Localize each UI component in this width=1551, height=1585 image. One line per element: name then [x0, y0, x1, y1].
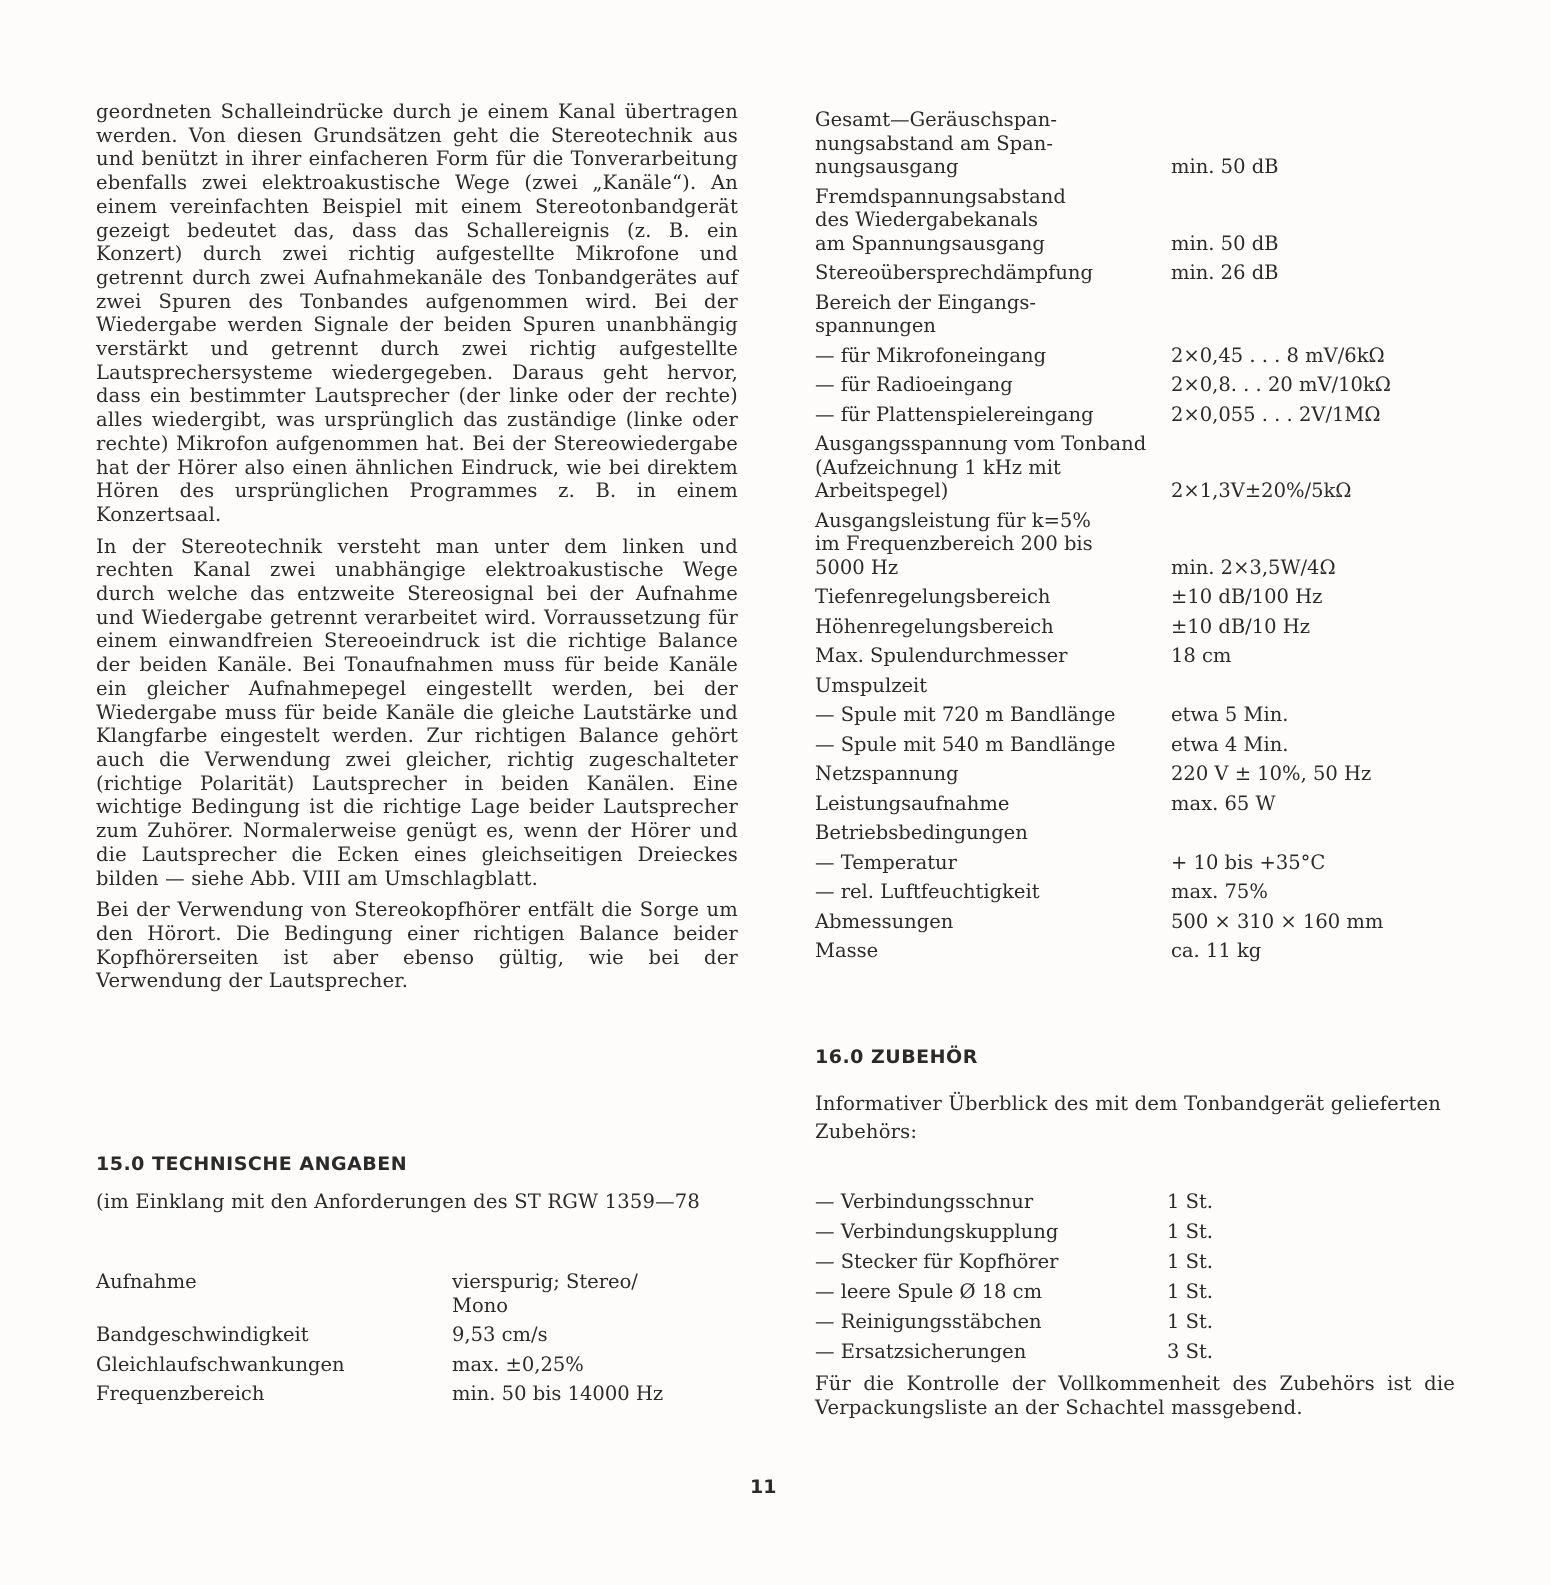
- accessory-label: — Ersatzsicherungen: [815, 1339, 1027, 1363]
- spec-label: Höhenregelungsbereich: [815, 614, 1054, 638]
- spec-value: min. 50 bis 14000 Hz: [452, 1382, 664, 1405]
- spec-label: Gleichlaufschwankungen: [96, 1352, 345, 1376]
- spec-value: etwa 4 Min.: [1171, 732, 1289, 756]
- spec-row: [815, 697, 1455, 727]
- accessory-label: — leere Spule Ø 18 cm: [815, 1279, 1043, 1303]
- spec-row: [96, 1347, 696, 1377]
- spec-label: Netzspannung: [815, 762, 959, 785]
- spec-value: [1171, 815, 1455, 845]
- technical-data-intro: (im Einklang mit den Anforderungen des ST RGW 1359—78: [96, 1190, 701, 1213]
- spec-row: [815, 609, 1455, 639]
- spec-value: min. 2×3,5W/4Ω: [1171, 555, 1336, 579]
- spec-label: — für Radioeingang: [815, 373, 1013, 396]
- spec-value: 9,53 cm/s: [452, 1323, 548, 1346]
- spec-label: Umspulzeit: [815, 673, 928, 697]
- spec-label: Max. Spulendurchmesser: [815, 644, 1068, 667]
- spec-row: [815, 727, 1455, 757]
- spec-value: ca. 11 kg: [1171, 939, 1262, 962]
- spec-row: [815, 845, 1455, 875]
- spec-label: Betriebsbedingungen: [815, 821, 1028, 844]
- spec-value: max. 75%: [1171, 880, 1268, 903]
- accessory-label: — Verbindungskupplung: [815, 1219, 1059, 1243]
- spec-row: [96, 1317, 696, 1347]
- spec-value: 18 cm: [1171, 644, 1232, 667]
- spec-label: — für Mikrofoneingang: [815, 343, 1047, 367]
- spec-row: [815, 933, 1455, 963]
- spec-row: [815, 426, 1455, 503]
- list-item: [815, 1186, 1213, 1216]
- spec-row: [815, 255, 1455, 285]
- spec-row: [815, 285, 1455, 338]
- list-item: [815, 1306, 1213, 1336]
- spec-label: Masse: [815, 939, 879, 962]
- spec-value: + 10 bis +35°C: [1171, 850, 1326, 874]
- spec-label: Frequenzbereich: [96, 1382, 265, 1405]
- spec-value: 500 × 310 × 160 mm: [1171, 909, 1384, 933]
- body-paragraph: In der Stereotechnik versteht man unter dem linken und rechten Kanal zwei unabhängige elektroakustische Wege durch welche das entzweite Stereosignal bei der Aufnahme und Wiedergabe getrennt verarbeitet wird. Vorraussetzung für einem einwandfreien Stereoeindruck ist die richtige Balance der beiden Kanäle. Bei Tonaufnahmen muss für beide Kanäle ein gleicher Aufnahmepegel eingestellt werden, bei der Wiedergabe muss für beide Kanäle die gleiche Lautstärke und Klangfarbe eingestelt werden. Zur richtigen Balance gehört auch die Verwendung zwei gleicher, richtig zugeschalteter (richtige Polarität) Lautsprecher in beiden Kanälen. Eine wichtige Bedingung ist die richtige Lage beider Lautsprecher zum Zuhörer. Normalerweise genügt es, wenn der Hörer und die Lautsprecher die Ecken eines gleichseitigen Dreieckes bilden — siehe Abb. VIII am Umschlagblatt.: [96, 534, 738, 890]
- spec-row: [815, 579, 1455, 609]
- spec-label: Leistungsaufnahme: [815, 791, 1010, 815]
- accessories-closing-note: Für die Kontrolle der Vollkommenheit des Zubehörs ist die Verpackungsliste an der Schachtel massgebend.: [815, 1372, 1455, 1419]
- accessory-qty: 1 St.: [1167, 1189, 1213, 1213]
- spec-value: etwa 5 Min.: [1171, 703, 1289, 726]
- accessories-list: [815, 1186, 1213, 1366]
- spec-value: ±10 dB/100 Hz: [1171, 585, 1323, 608]
- spec-row: [815, 668, 1455, 698]
- spec-row: [815, 815, 1455, 845]
- spec-label: Stereoübersprechdämpfung: [815, 261, 1093, 284]
- left-column: [96, 100, 738, 1001]
- spec-row: [815, 503, 1455, 580]
- section-heading-accessories: 16.0 ZUBEHÖR: [815, 1046, 978, 1068]
- accessory-label: — Reinigungsstäbchen: [815, 1309, 1042, 1333]
- spec-label: — Spule mit 720 m Bandlänge: [815, 703, 1116, 726]
- spec-label: Aufnahme: [96, 1270, 197, 1293]
- spec-label: — für Plattenspielereingang: [815, 402, 1094, 426]
- list-item: [815, 1336, 1213, 1366]
- spec-row: [815, 397, 1455, 427]
- accessory-qty: 1 St.: [1167, 1279, 1213, 1303]
- spec-row: [815, 786, 1455, 816]
- spec-value: max. ±0,25%: [452, 1352, 584, 1376]
- spec-value: 2×0,45 . . . 8 mV/6kΩ: [1171, 343, 1385, 367]
- technical-specs-table-left: [96, 1270, 696, 1406]
- spec-label: Gesamt—Geräuschspan- nungsabstand am Span- nungsausgang: [815, 108, 1057, 178]
- spec-row: [815, 638, 1455, 668]
- spec-value: ±10 dB/10 Hz: [1171, 614, 1311, 638]
- spec-row: [815, 756, 1455, 786]
- spec-label: Fremdspannungsabstand des Wiedergabekanals am Spannungsausgang: [815, 184, 1066, 255]
- spec-label: Ausgangsspannung vom Tonband (Aufzeichnung 1 kHz mit Arbeitspegel): [815, 432, 1147, 502]
- accessory-label: — Stecker für Kopfhörer: [815, 1249, 1059, 1273]
- accessories-intro: Informativer Überblick des mit dem Tonbandgerät gelieferten Zubehörs:: [815, 1092, 1441, 1143]
- spec-value: vierspurig; Stereo/ Mono: [452, 1270, 638, 1317]
- section-heading-technical-data: 15.0 TECHNISCHE ANGABEN: [96, 1153, 408, 1175]
- spec-row: [815, 904, 1455, 934]
- body-paragraph: Bei der Verwendung von Stereokopfhörer entfält die Sorge um den Hörort. Die Bedingung einer richtigen Balance beider Kopfhörerseiten ist aber ebenso gültig, wie bei der Verwendung der Lautsprecher.: [96, 898, 738, 993]
- spec-label: Tiefenregelungsbereich: [815, 585, 1051, 608]
- spec-label: — Spule mit 540 m Bandlänge: [815, 732, 1116, 756]
- spec-value: min. 26 dB: [1171, 261, 1279, 284]
- list-item: [815, 1276, 1213, 1306]
- accessory-qty: 1 St.: [1167, 1309, 1213, 1333]
- page-number: 11: [750, 1476, 777, 1498]
- spec-row: [815, 874, 1455, 904]
- spec-row: [96, 1270, 696, 1317]
- accessory-label: — Verbindungsschnur: [815, 1189, 1034, 1213]
- spec-value: 2×1,3V±20%/5kΩ: [1171, 479, 1352, 502]
- spec-value: 2×0,8. . . 20 mV/10kΩ: [1171, 373, 1391, 396]
- spec-value: [1171, 668, 1455, 698]
- spec-label: — rel. Luftfeuchtigkeit: [815, 880, 1040, 903]
- spec-value: min. 50 dB: [1171, 231, 1279, 255]
- spec-row: [96, 1376, 696, 1406]
- spec-label: Bandgeschwindigkeit: [96, 1323, 309, 1346]
- body-paragraph: geordneten Schalleindrücke durch je einem Kanal übertragen werden. Von diesen Grundsätzen geht die Stereotechnik aus und benützt in ihrer einfacheren Form für die Tonverarbeitung ebenfalls zwei elektroakustische Wege (zwei „Kanäle“). An einem vereinfachten Beispiel mit einem Stereotonbandgerät gezeigt bedeutet das, dass das Schallereignis (z. B. ein Konzert) durch zwei richtig aufgestellte Mikrofone und getrennt durch zwei Aufnahmekanäle des Tonbandgerätes auf zwei Spuren des Tonbandes aufgenommen wird. Bei der Wiedergabe werden Signale der beiden Spuren unanbhängig verstärkt und getrennt durch zwei richtig aufgestellte Lautsprechersysteme wiedergegeben. Daraus geht hervor, dass ein bestimmter Lautsprecher (der linke oder der rechte) alles wiedergibt, was ursprünglich das zuständige (linke oder rechte) Mikrofon aufgenommen hat. Bei der Stereowiedergabe hat der Hörer also einen ähnlichen Eindruck, wie bei direktem Hören des ursprünglichen Programmes z. B. in einem Konzertsaal.: [96, 100, 738, 526]
- spec-value: 2×0,055 . . . 2V/1MΩ: [1171, 402, 1381, 426]
- list-item: [815, 1216, 1213, 1246]
- spec-label: — Temperatur: [815, 850, 957, 874]
- spec-value: max. 65 W: [1171, 791, 1276, 815]
- spec-label: Bereich der Eingangs- spannungen: [815, 290, 1036, 337]
- accessory-qty: 1 St.: [1167, 1249, 1213, 1273]
- spec-row: [815, 367, 1455, 397]
- spec-label: Abmessungen: [815, 909, 954, 933]
- spec-value: [1171, 285, 1455, 338]
- spec-value: min. 50 dB: [1171, 155, 1279, 178]
- spec-value: 220 V ± 10%, 50 Hz: [1171, 762, 1372, 785]
- spec-row: [815, 338, 1455, 368]
- list-item: [815, 1246, 1213, 1276]
- accessory-qty: 3 St.: [1167, 1339, 1213, 1363]
- spec-row: [815, 179, 1455, 256]
- spec-label: Ausgangsleistung für k=5% im Frequenzbereich 200 bis 5000 Hz: [815, 508, 1093, 579]
- accessory-qty: 1 St.: [1167, 1219, 1213, 1243]
- technical-specs-table-right: [815, 108, 1455, 963]
- spec-row: [815, 108, 1455, 179]
